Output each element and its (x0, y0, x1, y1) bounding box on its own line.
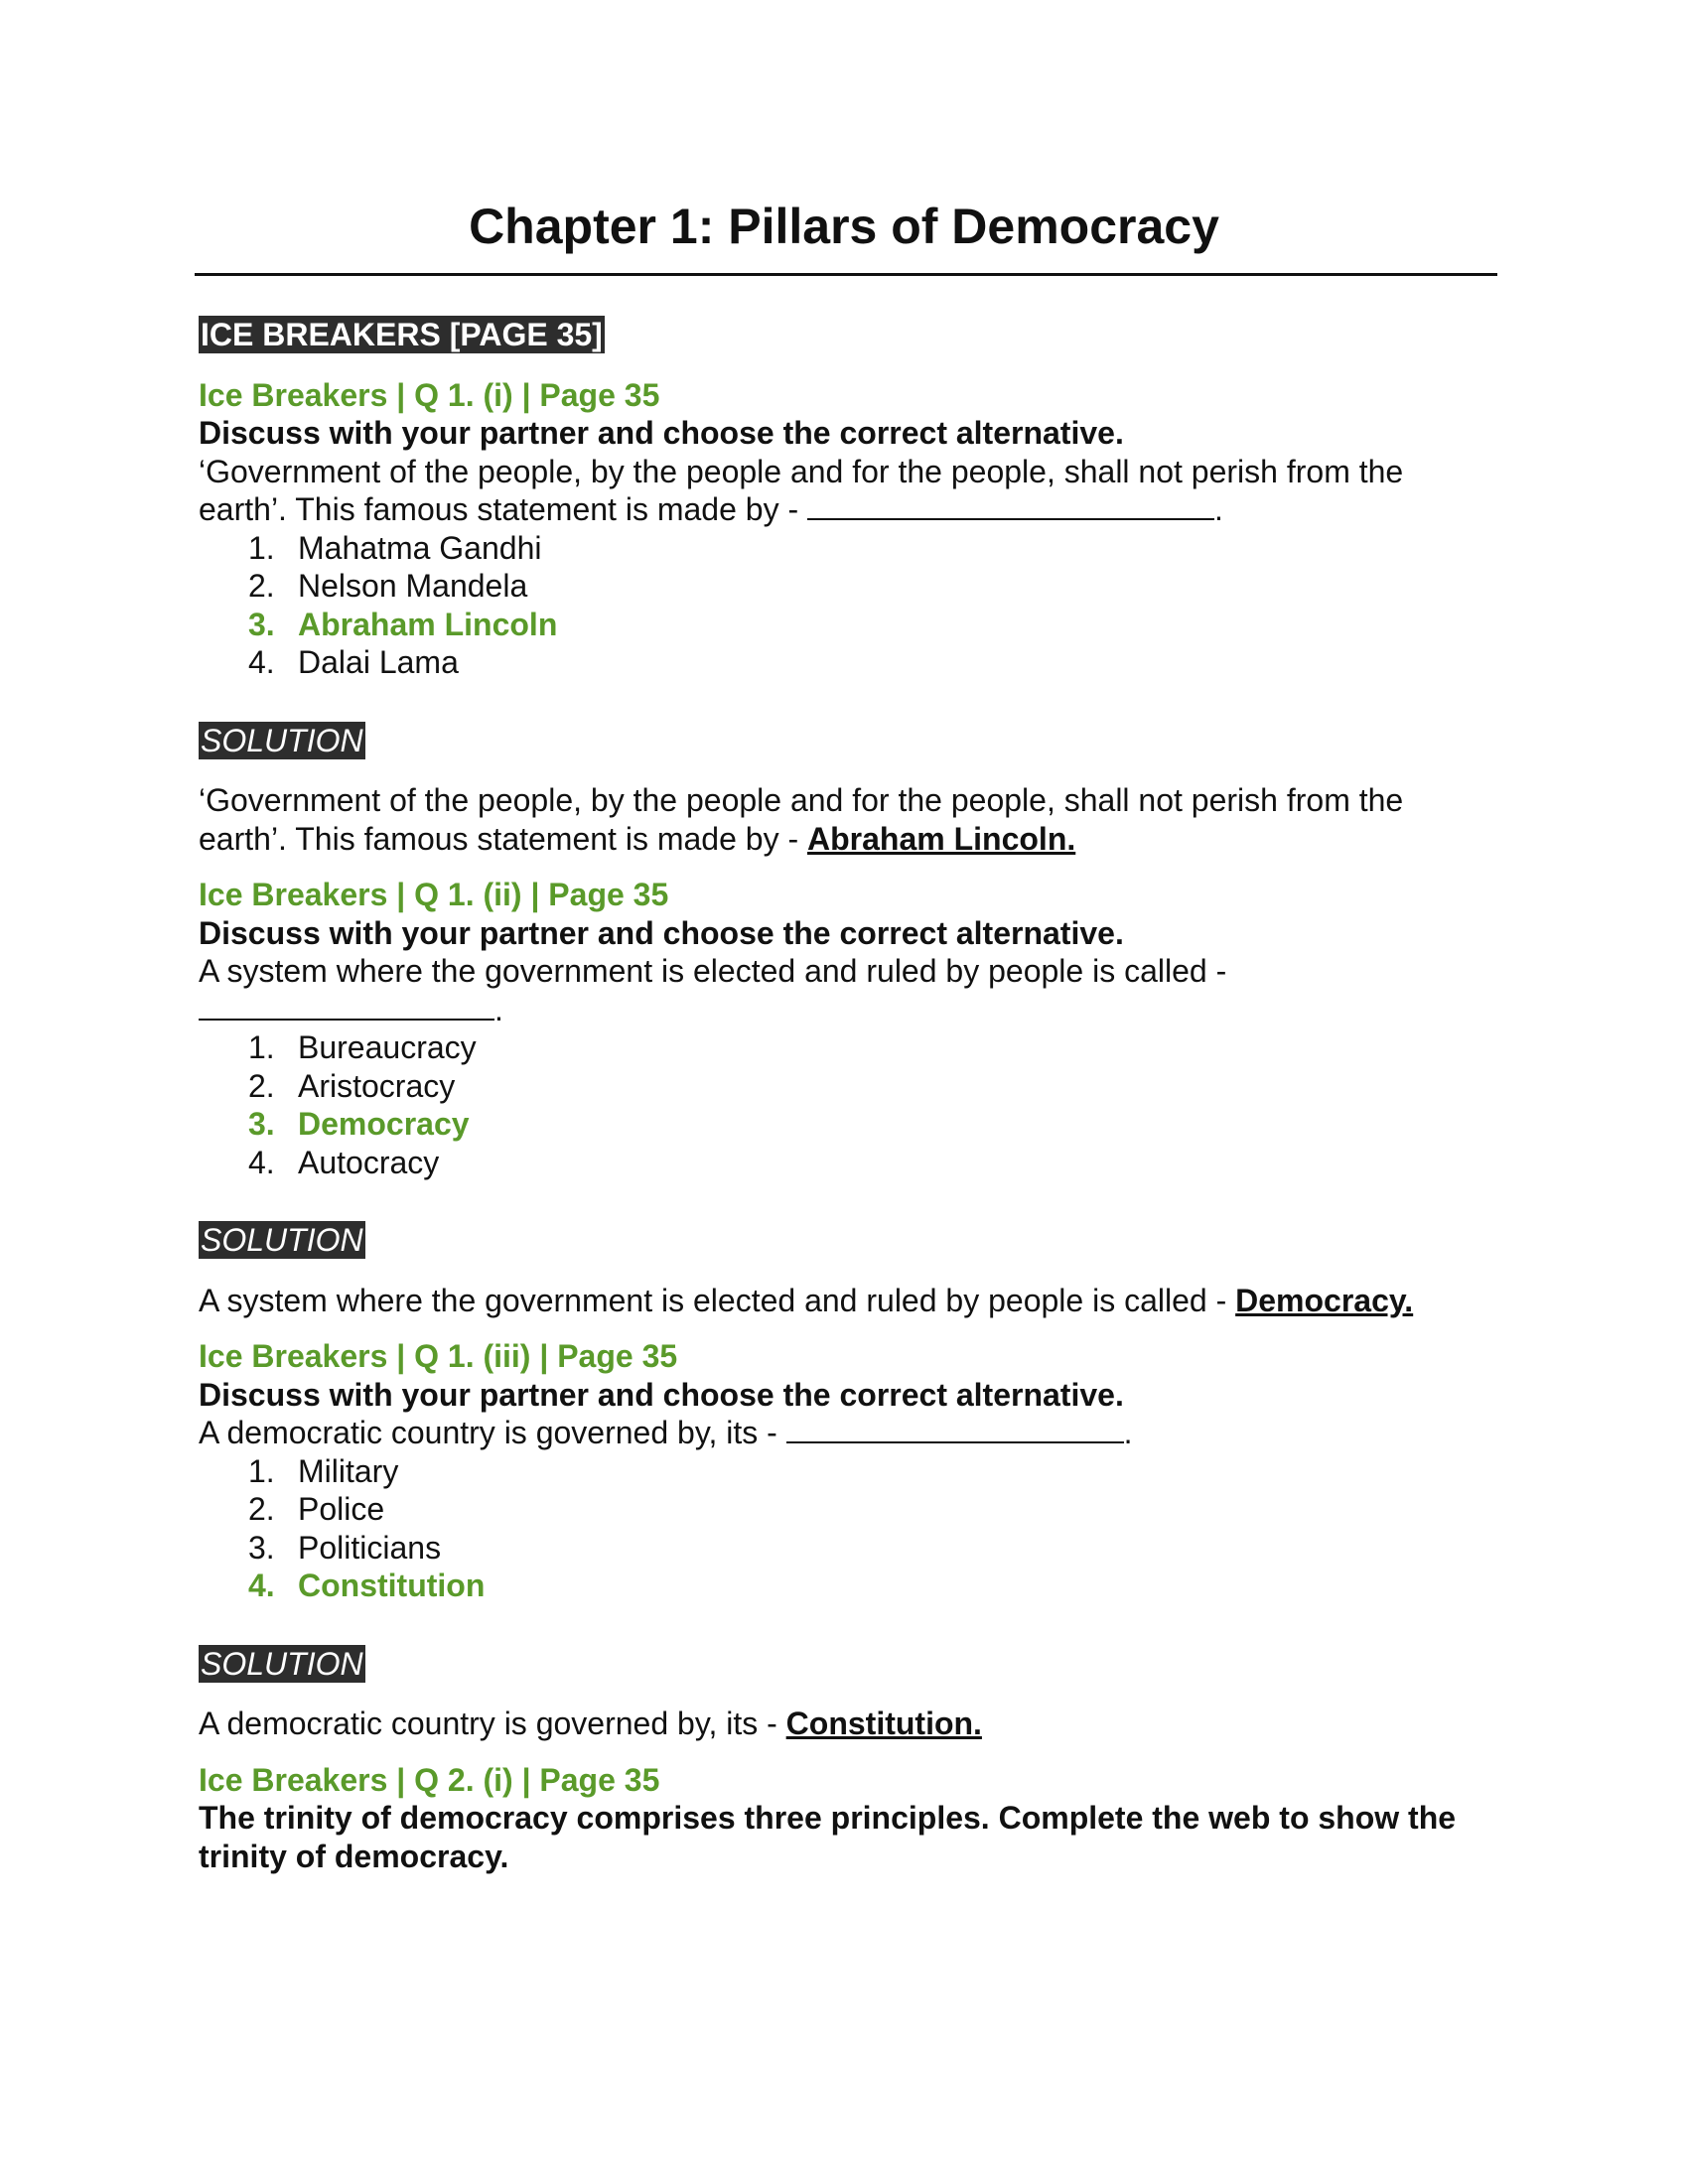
question-heading: Ice Breakers | Q 1. (i) | Page 35 (199, 376, 660, 413)
option-item: 1. Military (248, 1452, 399, 1489)
option-item: 2. Nelson Mandela (248, 568, 528, 604)
question-instruction: Discuss with your partner and choose the correct alternative. (199, 914, 1124, 951)
solution-answer: Democracy. (1235, 1282, 1414, 1318)
option-item: 4. Dalai Lama (248, 644, 459, 680)
chapter-title: Chapter 1: Pillars of Democracy (469, 199, 1219, 254)
question-instruction: Discuss with your partner and choose the correct alternative. (199, 1376, 1124, 1413)
option-item: 2. Police (248, 1491, 385, 1527)
question-prompt-text: A democratic country is governed by, its - (199, 1415, 777, 1450)
solution-label: SOLUTION (201, 1645, 363, 1682)
solution-text: A democratic country is governed by, its - Constitution. (199, 1706, 982, 1741)
question-block (199, 1761, 1499, 1876)
option-item-correct: 4. Constitution (248, 1568, 486, 1603)
solution-answer: Abraham Lincoln. (807, 820, 1076, 857)
question-block (199, 376, 1499, 859)
option-list (199, 1028, 1499, 1181)
option-item: 1. Bureaucracy (248, 1029, 477, 1065)
option-item: 3. Politicians (248, 1529, 442, 1566)
question-prompt-text: ‘Government of the people, by the people and for the people, shall not perish from the earth’. This famous statement is made by - (199, 453, 1404, 527)
solution-text: A system where the government is elected and ruled by people is called - Democracy. (199, 1282, 1414, 1318)
option-list (199, 529, 1499, 682)
question-heading: Ice Breakers | Q 1. (ii) | Page 35 (199, 877, 669, 912)
answer-blank (786, 1414, 1124, 1443)
question-instruction: Discuss with your partner and choose the correct alternative. (199, 415, 1124, 451)
question-prompt: A democratic country is governed by, its - . (199, 1415, 1133, 1450)
solution-text: ‘Government of the people, by the people and for the people, shall not perish from the earth’. This famous statement is made by - Abraham Lincoln. (199, 782, 1404, 857)
solution-answer: Constitution. (785, 1706, 982, 1741)
question-block (199, 1337, 1499, 1743)
question-heading: Ice Breakers | Q 2. (i) | Page 35 (199, 1761, 660, 1798)
option-item: 1. Mahatma Gandhi (248, 529, 542, 566)
option-item: 2. Aristocracy (248, 1067, 456, 1104)
solution-label: SOLUTION (201, 1222, 363, 1258)
question-instruction: The trinity of democracy comprises three principles. Complete the web to show the trinity of democracy. (199, 1800, 1457, 1874)
answer-blank (199, 991, 494, 1021)
solution-label: SOLUTION (201, 722, 363, 758)
option-item: 4. Autocracy (248, 1144, 440, 1180)
question-prompt: ‘Government of the people, by the people and for the people, shall not perish from the earth’. This famous statement is made by - . (199, 453, 1404, 527)
option-list (199, 1452, 1499, 1605)
section-header: ICE BREAKERS [PAGE 35] (201, 317, 603, 352)
option-item-correct: 3. Abraham Lincoln (248, 606, 558, 642)
question-block (199, 876, 1499, 1319)
option-item-correct: 3. Democracy (248, 1106, 470, 1142)
question-heading: Ice Breakers | Q 1. (iii) | Page 35 (199, 1338, 678, 1374)
content-body (199, 316, 1499, 1875)
answer-blank (807, 490, 1214, 520)
question-prompt: A system where the government is elected and ruled by people is called - . (199, 953, 1227, 1027)
question-prompt-text: A system where the government is elected and ruled by people is called - (199, 953, 1227, 989)
title-divider (195, 273, 1497, 276)
